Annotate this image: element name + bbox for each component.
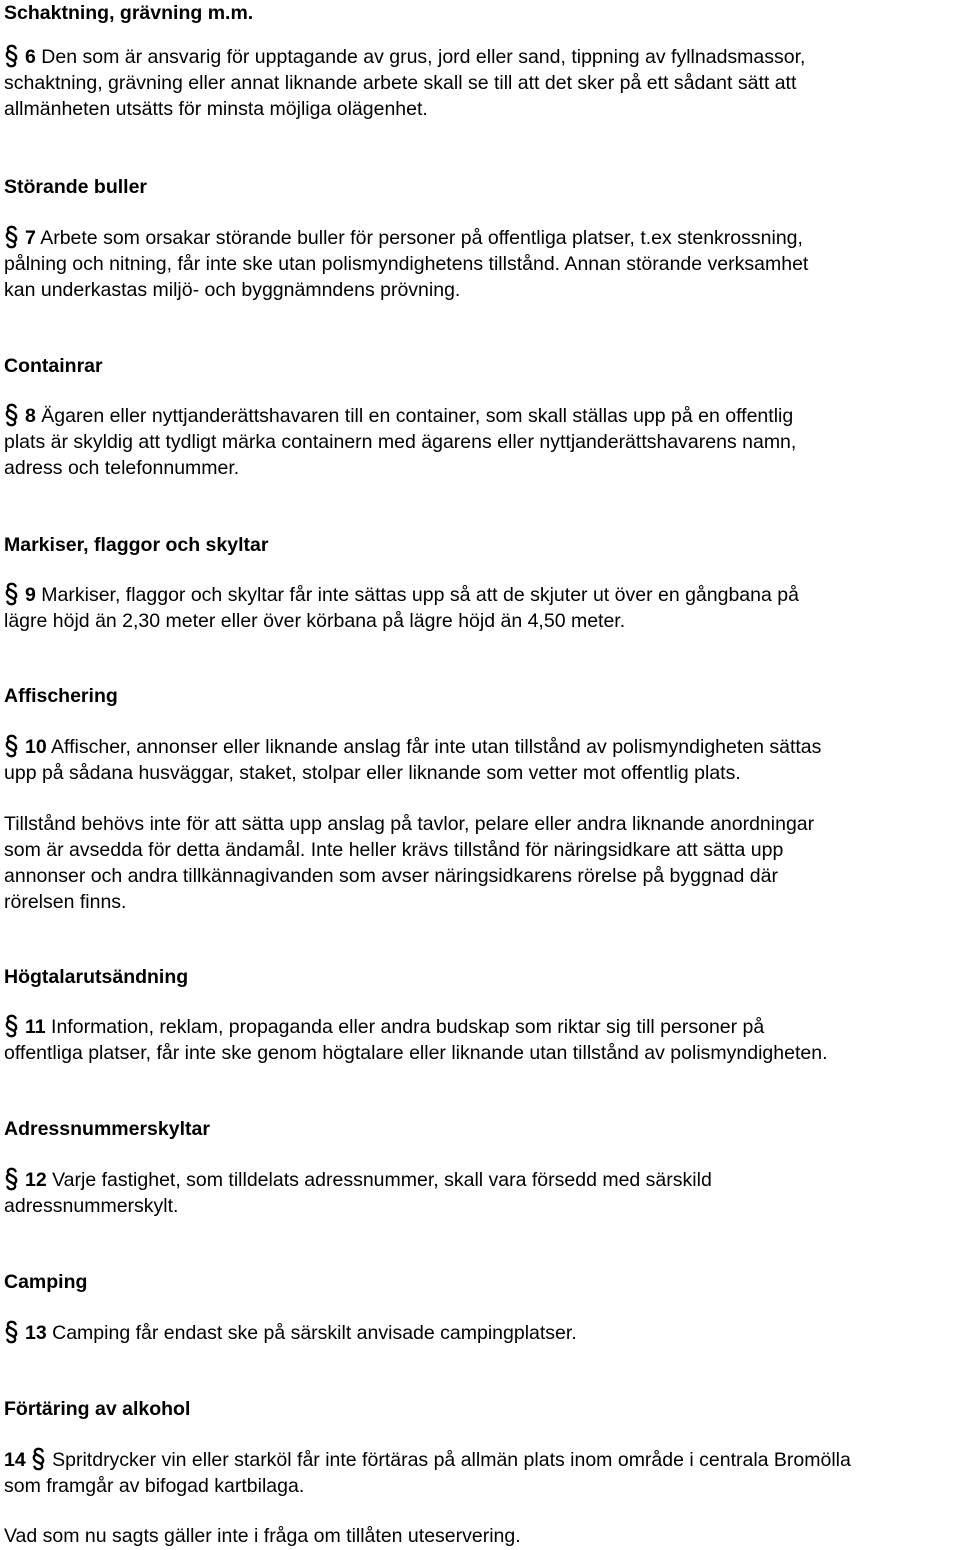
- paragraph-line: [4, 1447, 851, 1473]
- paragraph-number: 10: [25, 736, 47, 758]
- paragraph-line: [4, 44, 805, 70]
- paragraph-line: [4, 734, 821, 760]
- paragraph-sign-icon: [4, 44, 19, 68]
- paragraph-number: 14: [4, 1449, 26, 1471]
- paragraph-line: [4, 1014, 764, 1040]
- paragraph-line: [4, 1320, 577, 1346]
- paragraph-number: 12: [25, 1169, 47, 1191]
- paragraph-line: [4, 582, 799, 608]
- paragraph-text: Camping får endast ske på särskilt anvisade campingplatser.: [52, 1322, 577, 1344]
- paragraph-line: adress och telefonnummer.: [4, 457, 240, 479]
- paragraph-text: Markiser, flaggor och skyltar får inte sättas upp så att de skjuter ut över en gångbana på: [41, 584, 799, 606]
- section-heading: Markiser, flaggor och skyltar: [4, 534, 269, 556]
- paragraph-line: rörelsen finns.: [4, 891, 127, 913]
- paragraph-text: Spritdrycker vin eller starköl får inte förtäras på allmän plats inom område i centrala Bromölla: [52, 1449, 851, 1471]
- paragraph-line: schaktning, grävning eller annat liknande arbete skall se till att det sker på ett sådant sätt att: [4, 72, 797, 94]
- paragraph-sign-icon: [31, 1447, 46, 1471]
- section-heading: Störande buller: [4, 176, 148, 198]
- section-heading: Högtalarutsändning: [4, 966, 189, 988]
- section-heading: Adressnummerskyltar: [4, 1118, 210, 1140]
- paragraph-sign-icon: [4, 403, 19, 427]
- paragraph-text: Den som är ansvarig för upptagande av grus, jord eller sand, tippning av fyllnadsmassor,: [41, 46, 806, 68]
- paragraph-line: [4, 1167, 712, 1193]
- paragraph-line: som framgår av bifogad kartbilaga.: [4, 1475, 305, 1497]
- paragraph-line: annonser och andra tillkännagivanden som avser näringsidkarens rörelse på byggnad där: [4, 865, 778, 887]
- paragraph-number: 13: [25, 1322, 47, 1344]
- section-heading: Affischering: [4, 685, 118, 707]
- paragraph-line: offentliga platser, får inte ske genom högtalare eller liknande utan tillstånd av polismyndigheten.: [4, 1042, 828, 1064]
- paragraph-line: pålning och nitning, får inte ske utan polismyndighetens tillstånd. Annan störande verksamhet: [4, 253, 809, 275]
- paragraph-sign-icon: [4, 1320, 19, 1344]
- paragraph-sign-icon: [4, 734, 19, 758]
- paragraph-sign-icon: [4, 582, 19, 606]
- section-heading: Schaktning, grävning m.m.: [4, 2, 254, 24]
- paragraph-sign-icon: [4, 1014, 19, 1038]
- paragraph-number: 11: [25, 1016, 46, 1038]
- paragraph-line: plats är skyldig att tydligt märka containern med ägarens eller nyttjanderättshavarens namn,: [4, 431, 797, 453]
- paragraph-line: lägre höjd än 2,30 meter eller över körbana på lägre höjd än 4,50 meter.: [4, 610, 626, 632]
- paragraph-text: Arbete som orsakar störande buller för personer på offentliga platser, t.ex stenkrossning,: [40, 227, 803, 249]
- paragraph-line: Vad som nu sagts gäller inte i fråga om tillåten uteservering.: [4, 1525, 521, 1547]
- section-heading: Containrar: [4, 355, 103, 377]
- paragraph-text: Varje fastighet, som tilldelats adressnummer, skall vara försedd med särskild: [52, 1169, 712, 1191]
- paragraph-line: kan underkastas miljö- och byggnämndens prövning.: [4, 279, 461, 301]
- paragraph-number: 8: [25, 405, 36, 427]
- paragraph-number: 7: [25, 227, 36, 249]
- paragraph-line: allmänheten utsätts för minsta möjliga olägenhet.: [4, 98, 428, 120]
- paragraph-line: [4, 403, 793, 429]
- section-heading: Förtäring av alkohol: [4, 1398, 191, 1420]
- paragraph-line: Tillstånd behövs inte för att sätta upp anslag på tavlor, pelare eller andra liknande anordningar: [4, 813, 815, 835]
- paragraph-number: 9: [25, 584, 36, 606]
- paragraph-sign-icon: [4, 225, 19, 249]
- paragraph-line: [4, 225, 803, 251]
- paragraph-line: upp på sådana husväggar, staket, stolpar eller liknande som vetter mot offentlig plats.: [4, 762, 741, 784]
- paragraph-line: adressnummerskylt.: [4, 1195, 179, 1217]
- paragraph-sign-icon: [4, 1167, 19, 1191]
- section-heading: Camping: [4, 1271, 88, 1293]
- paragraph-number: 6: [25, 46, 36, 68]
- paragraph-line: som är avsedda för detta ändamål. Inte heller krävs tillstånd för näringsidkare att sätta upp: [4, 839, 784, 861]
- paragraph-text: Ägaren eller nyttjanderättshavaren till en container, som skall ställas upp på en offentlig: [41, 405, 794, 427]
- paragraph-text: Information, reklam, propaganda eller andra budskap som riktar sig till personer på: [51, 1016, 765, 1038]
- paragraph-text: Affischer, annonser eller liknande anslag får inte utan tillstånd av polismyndigheten sättas: [51, 736, 822, 758]
